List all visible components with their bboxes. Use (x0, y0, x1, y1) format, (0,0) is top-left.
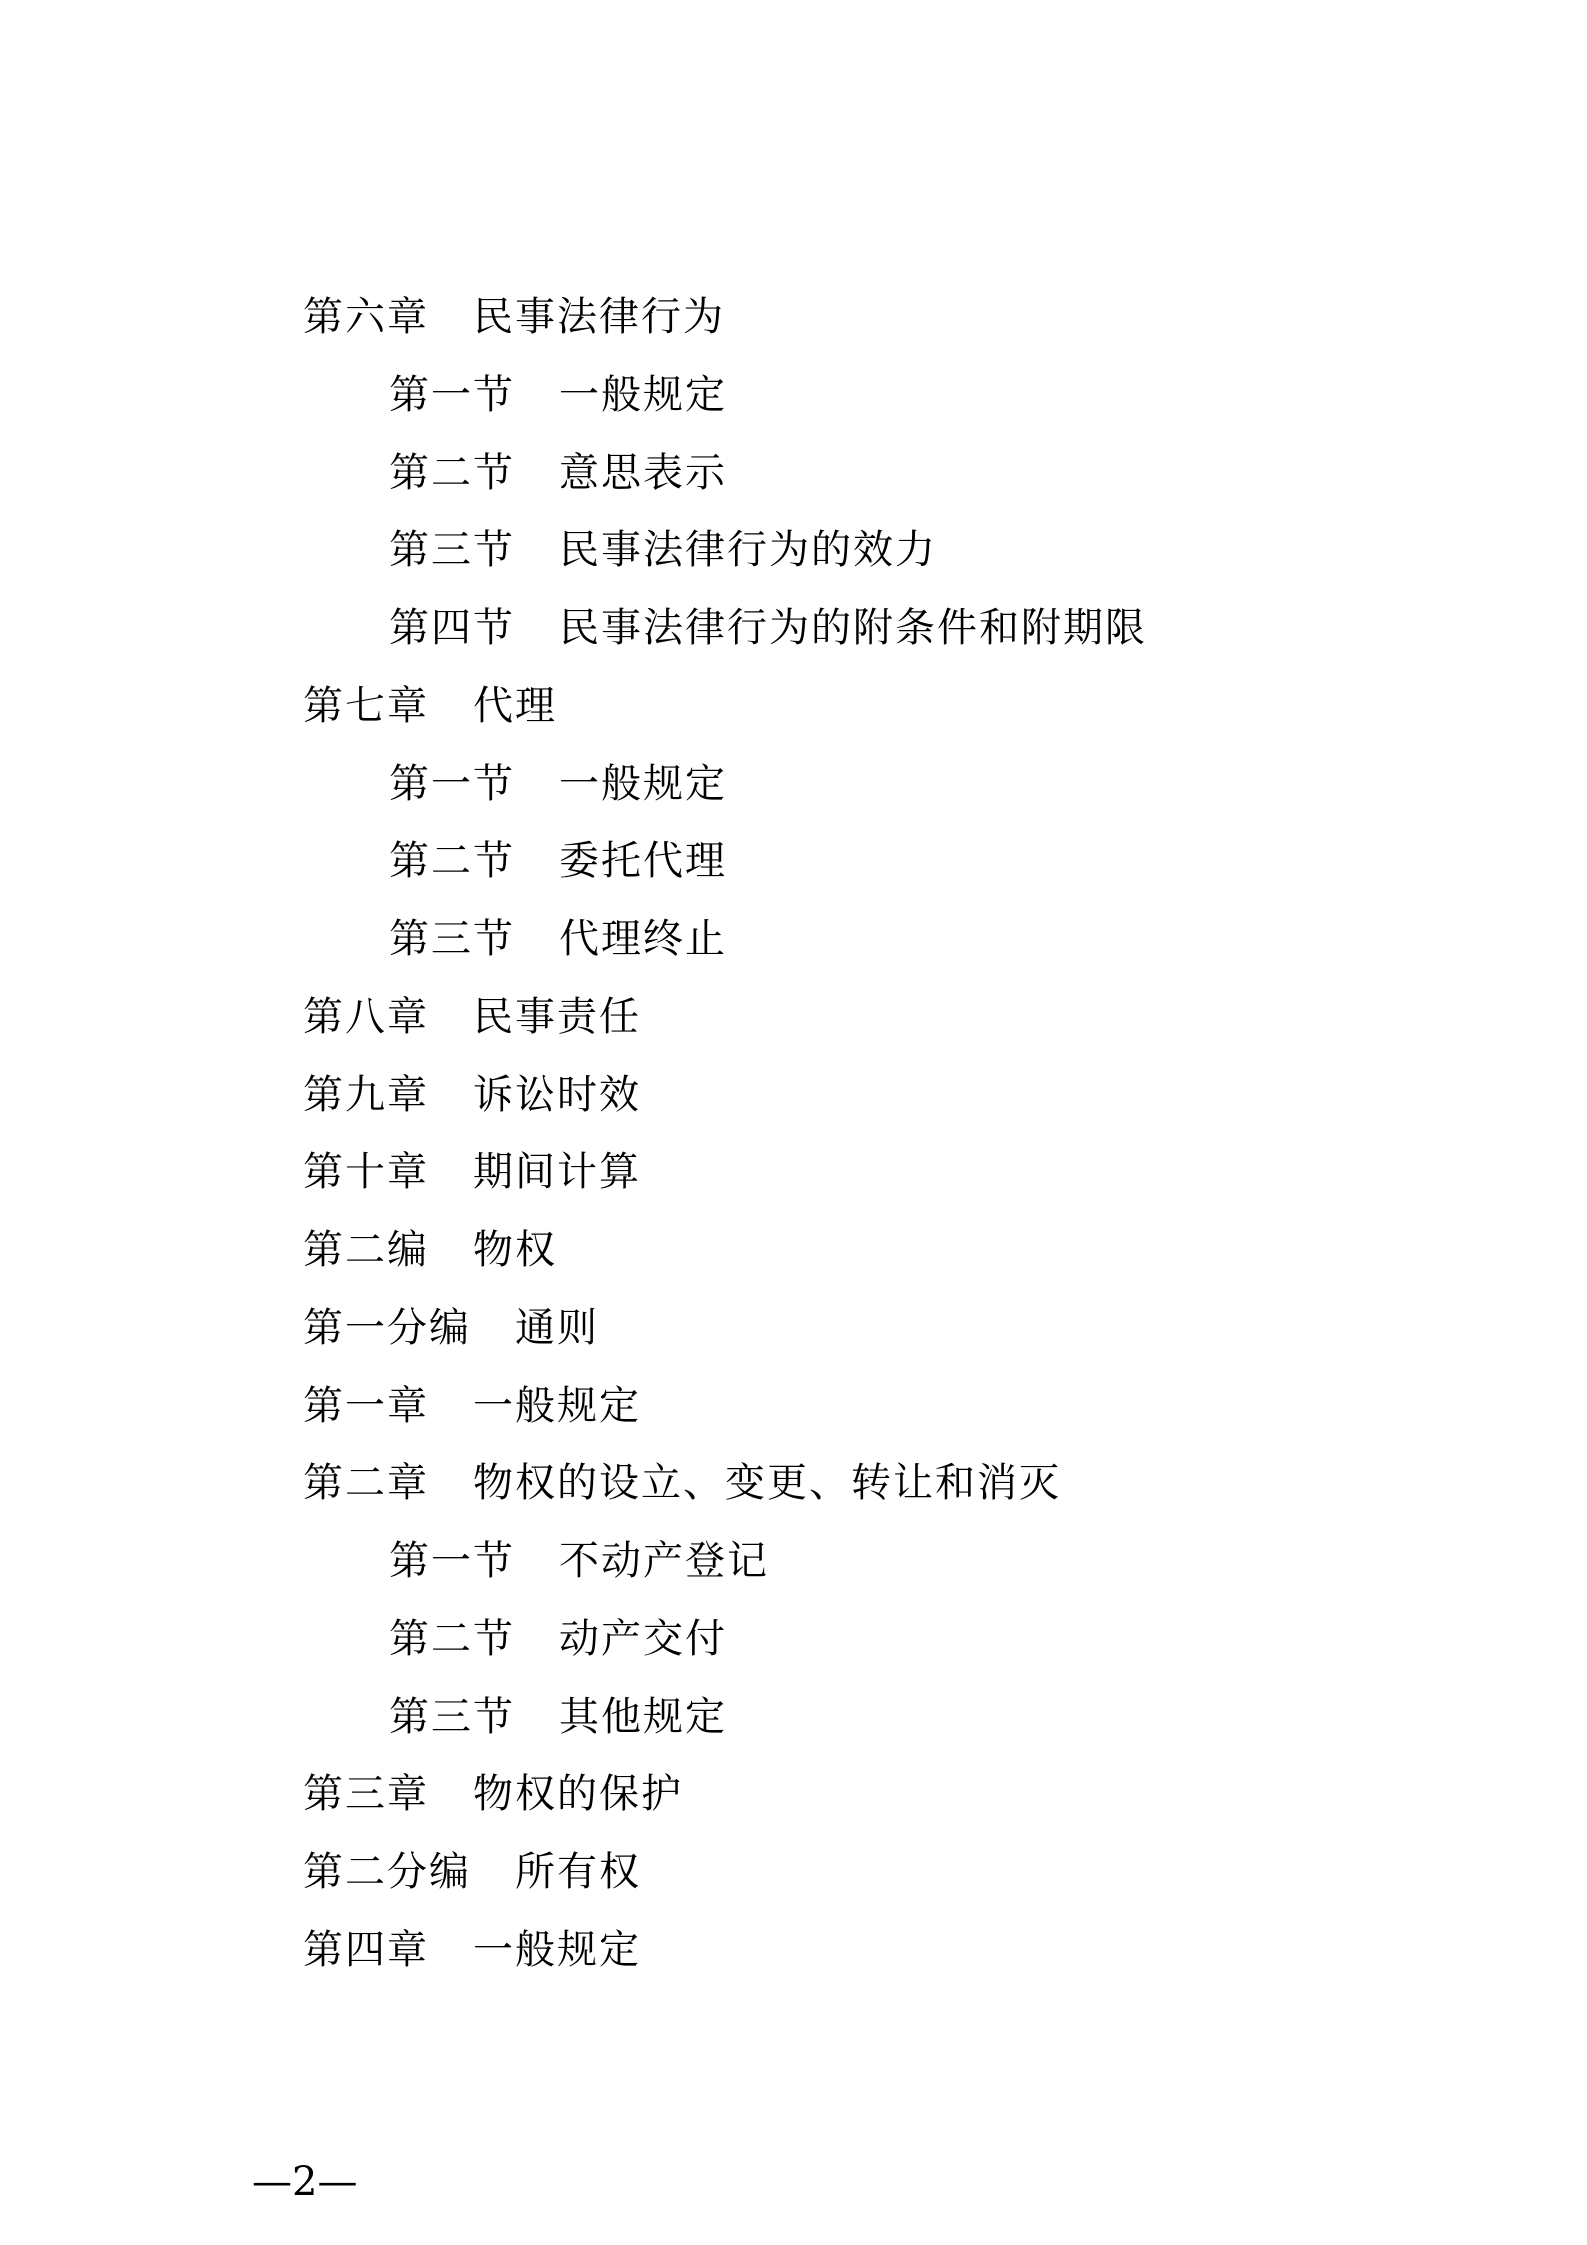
toc-entry-label: 第四节 (389, 605, 515, 651)
toc-subentry (303, 435, 1483, 513)
toc-entry-title: 委托代理 (559, 838, 727, 885)
table-of-contents (303, 279, 1483, 1990)
toc-entry-title: 一般规定 (473, 1926, 641, 1973)
toc-entry-title: 不动产登记 (559, 1538, 769, 1584)
toc-entry-title: 民事法律行为的附条件和附期限 (559, 605, 1147, 651)
toc-subentry (303, 1601, 1483, 1679)
toc-entry-label: 第七章 (303, 682, 429, 729)
toc-entry-label: 第一章 (303, 1382, 429, 1429)
toc-entry-title: 通则 (515, 1304, 599, 1351)
toc-entry-title: 意思表示 (559, 449, 727, 496)
toc-entry (303, 668, 1483, 746)
toc-entry (303, 279, 1483, 357)
toc-entry (303, 1756, 1483, 1834)
toc-entry-title: 其他规定 (559, 1693, 727, 1740)
toc-entry-label: 第四章 (303, 1926, 429, 1973)
toc-entry-label: 第二节 (389, 1615, 515, 1662)
toc-subentry (303, 1679, 1483, 1757)
toc-entry-title: 代理终止 (559, 916, 727, 962)
toc-entry (303, 1134, 1483, 1212)
toc-entry-label: 第三节 (389, 527, 515, 574)
toc-entry-label: 第六章 (303, 294, 429, 340)
toc-entry-label: 第二节 (389, 449, 515, 496)
toc-entry-title: 民事法律行为 (473, 294, 725, 340)
toc-entry-label: 第一节 (389, 371, 515, 418)
toc-entry-label: 第二编 (303, 1227, 429, 1273)
toc-subentry (303, 823, 1483, 901)
toc-entry-label: 第二章 (303, 1460, 429, 1507)
toc-entry (303, 1445, 1483, 1523)
toc-entry (303, 979, 1483, 1057)
toc-entry-title: 期间计算 (473, 1149, 641, 1196)
toc-subentry (303, 590, 1483, 668)
toc-entry-title: 物权的保护 (473, 1771, 683, 1818)
toc-entry-title: 物权 (473, 1227, 557, 1273)
toc-entry-label: 第二分编 (303, 1849, 471, 1895)
toc-entry-label: 第一节 (389, 1538, 515, 1584)
toc-entry (303, 1834, 1483, 1912)
toc-entry-label: 第十章 (303, 1149, 429, 1196)
toc-entry (303, 1912, 1483, 1990)
toc-entry-title: 物权的设立、变更、转让和消灭 (473, 1460, 1061, 1507)
toc-entry-label: 第九章 (303, 1071, 429, 1118)
toc-entry-label: 第三章 (303, 1771, 429, 1818)
toc-entry-label: 第二节 (389, 838, 515, 885)
toc-entry (303, 1057, 1483, 1135)
toc-entry-title: 一般规定 (559, 371, 727, 418)
toc-entry-title: 一般规定 (559, 760, 727, 807)
toc-subentry (303, 746, 1483, 824)
toc-entry-title: 民事责任 (473, 993, 641, 1040)
toc-entry (303, 1368, 1483, 1446)
toc-entry-title: 所有权 (515, 1849, 641, 1895)
toc-entry-label: 第一节 (389, 760, 515, 807)
toc-entry-title: 民事法律行为的效力 (559, 527, 937, 574)
toc-entry-label: 第一分编 (303, 1304, 471, 1351)
toc-subentry (303, 512, 1483, 590)
toc-entry (303, 1212, 1483, 1290)
toc-entry-label: 第三节 (389, 1693, 515, 1740)
toc-entry-title: 代理 (473, 682, 557, 729)
toc-entry-label: 第三节 (389, 916, 515, 962)
toc-subentry (303, 901, 1483, 979)
toc-entry (303, 1290, 1483, 1368)
toc-subentry (303, 357, 1483, 435)
toc-entry-title: 一般规定 (473, 1382, 641, 1429)
toc-entry-title: 动产交付 (559, 1615, 727, 1662)
toc-entry-label: 第八章 (303, 993, 429, 1040)
page-number: —2— (252, 2159, 358, 2205)
toc-subentry (303, 1523, 1483, 1601)
toc-entry-title: 诉讼时效 (473, 1071, 641, 1118)
